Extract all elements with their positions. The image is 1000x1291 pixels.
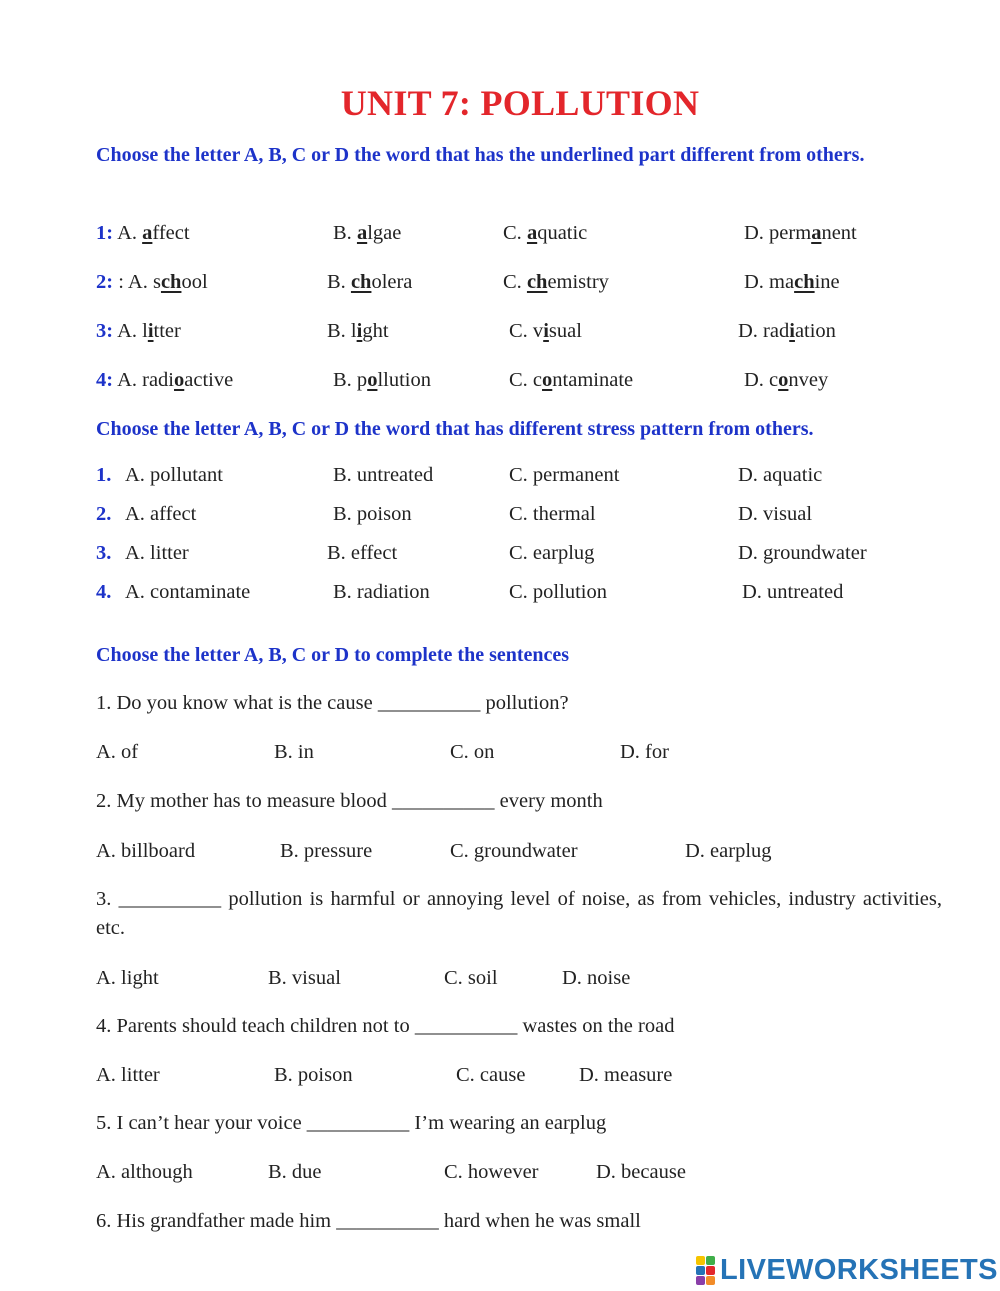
item-number: 2.: [96, 503, 112, 525]
item-number: 4.: [96, 581, 112, 603]
option-c: C. cause: [456, 1064, 526, 1086]
option-b: B. cholera: [327, 271, 413, 293]
option-a: A. although: [96, 1161, 193, 1183]
option-a: A. pollutant: [125, 464, 223, 486]
section2-item-4: [96, 578, 976, 606]
option-a: A. billboard: [96, 840, 196, 862]
option-d: D. noise: [562, 967, 631, 989]
question-1: 1. Do you know what is the cause __________ pollution?: [96, 692, 569, 714]
logo-block-purple: [696, 1276, 705, 1285]
option-c: C. thermal: [509, 503, 596, 525]
option-b: B. visual: [268, 967, 341, 989]
item-number: 4:: [96, 369, 114, 391]
question-6: 6. His grandfather made him __________ hard when he was small: [96, 1210, 641, 1232]
logo-block-yellow: [696, 1256, 705, 1265]
option-c: C. permanent: [509, 464, 620, 486]
section1-item-2: 2: : A. school B. cholera C. chemistry D. machine: [96, 268, 976, 296]
page-title: UNIT 7: POLLUTION: [340, 83, 700, 123]
item-number: 3:: [96, 320, 114, 342]
question-3: 3. __________ pollution is harmful or annoying level of noise, as from vehicles, industry activities, etc.: [96, 888, 942, 939]
option-b: B. pressure: [280, 840, 373, 862]
option-c: C. on: [450, 741, 495, 763]
option-c: C. soil: [444, 967, 498, 989]
question-4-options: [96, 1061, 976, 1089]
section1-item-4: 4: A. radioactive B. pollution C. contaminate D. convey: [96, 366, 976, 394]
section2-item-1: [96, 461, 976, 489]
option-d: D. because: [596, 1161, 686, 1183]
option-b: B. algae: [333, 222, 402, 244]
section3-instruction: Choose the letter A, B, C or D to complete the sentences: [96, 644, 570, 666]
item-number: 3.: [96, 542, 112, 564]
question-2-options: [96, 837, 976, 865]
option-a: A. litter: [96, 1064, 160, 1086]
option-d: D. radiation: [738, 320, 836, 342]
option-d: D. visual: [738, 503, 813, 525]
section1-item-3: 3: A. litter B. light C. visual D. radiation: [96, 317, 976, 345]
logo-block-red: [706, 1266, 715, 1275]
section2-item-3: [96, 539, 976, 567]
logo-block-green: [706, 1256, 715, 1265]
option-a: A. affect: [125, 503, 197, 525]
option-d: D. convey: [744, 369, 829, 391]
option-b: B. radiation: [333, 581, 430, 603]
option-b: B. light: [327, 320, 389, 342]
option-b: B. due: [268, 1161, 322, 1183]
question-2: 2. My mother has to measure blood __________ every month: [96, 790, 603, 812]
option-b: B. poison: [274, 1064, 353, 1086]
option-c: C. earplug: [509, 542, 595, 564]
option-a: A. litter: [125, 542, 189, 564]
option-c: C. groundwater: [450, 840, 578, 862]
liveworksheets-logo: [696, 1253, 998, 1287]
option-d: D. for: [620, 741, 669, 763]
item-number: 1.: [96, 464, 112, 486]
option-b: B. in: [274, 741, 314, 763]
section2-item-2: [96, 500, 976, 528]
option-d: D. machine: [744, 271, 840, 293]
item-number: 2:: [96, 271, 114, 293]
question-4: 4. Parents should teach children not to __________ wastes on the road: [96, 1015, 675, 1037]
option-b: B. untreated: [333, 464, 434, 486]
section1-item-1: 1: A. affect B. algae C. aquatic D. permanent: [96, 219, 976, 247]
option-c: C. contaminate: [509, 369, 634, 391]
logo-block-blue: [696, 1266, 705, 1275]
option-d: D. permanent: [744, 222, 857, 244]
option-d: D. aquatic: [738, 464, 823, 486]
option-a: A. light: [96, 967, 159, 989]
section2-instruction: Choose the letter A, B, C or D the word that has different stress pattern from others.: [96, 418, 814, 440]
question-1-options: [96, 738, 976, 766]
option-c: C. chemistry: [503, 271, 609, 293]
item-number: 1:: [96, 222, 114, 244]
question-5-options: [96, 1158, 976, 1186]
option-c: C. pollution: [509, 581, 607, 603]
option-d: D. earplug: [685, 840, 772, 862]
option-b: B. pollution: [333, 369, 431, 391]
option-a: A. contaminate: [125, 581, 251, 603]
section1-instruction: Choose the letter A, B, C or D the word that has the underlined part different from others.: [96, 144, 865, 166]
option-d: D. untreated: [742, 581, 844, 603]
logo-text: LIVEWORKSHEETS: [720, 1253, 998, 1286]
option-c: C. however: [444, 1161, 539, 1183]
logo-block-orange: [706, 1276, 715, 1285]
option-c: C. aquatic: [503, 222, 588, 244]
option-d: D. groundwater: [738, 542, 867, 564]
option-b: B. effect: [327, 542, 398, 564]
option-a: A. of: [96, 741, 139, 763]
question-5: 5. I can’t hear your voice __________ I’m wearing an earplug: [96, 1112, 607, 1134]
option-c: C. visual: [509, 320, 582, 342]
logo-icon: [696, 1256, 715, 1285]
option-b: B. poison: [333, 503, 412, 525]
option-d: D. measure: [579, 1064, 673, 1086]
question-3-options: [96, 964, 976, 992]
